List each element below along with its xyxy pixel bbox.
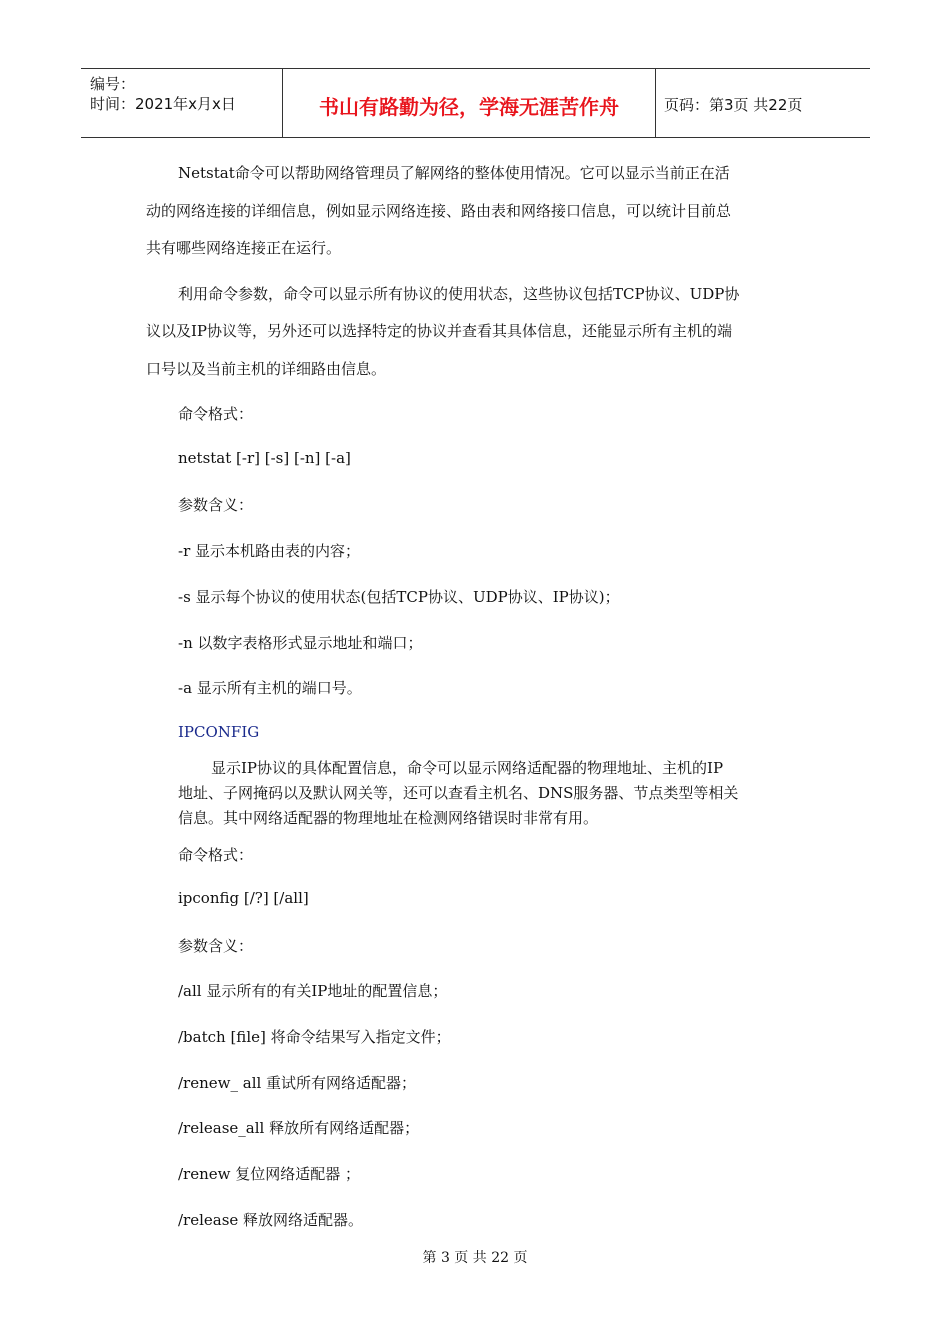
param-item: -s 显示每个协议的使用状态(包括TCP协议、UDP协议、IP协议)；: [178, 588, 620, 606]
number-label: 编号：: [90, 75, 136, 93]
motto: 书山有路勤为径，学海无涯苦作舟: [319, 95, 619, 119]
param-item: -r 显示本机路由表的内容；: [178, 542, 361, 560]
section-heading: IPCONFIG: [178, 723, 260, 741]
param-item: -a 显示所有主机的端口号。: [178, 679, 362, 697]
page-header: [81, 68, 870, 138]
date-label: 时间：2021年x月x日: [90, 95, 236, 113]
param-item: /release 释放网络适配器。: [178, 1211, 364, 1229]
paragraph-line: 显示IP协议的具体配置信息，命令可以显示网络适配器的物理地址、主机的IP: [211, 759, 724, 777]
paragraph-line: 议以及IP协议等，另外还可以选择特定的协议并查看其具体信息，还能显示所有主机的端: [146, 322, 733, 340]
header-page-cell: [655, 69, 870, 137]
paragraph-line: 地址、子网掩码以及默认网关等，还可以查看主机名、DNS服务器、节点类型等相关: [178, 784, 739, 802]
paragraph-line: 动的网络连接的详细信息，例如显示网络连接、路由表和网络接口信息，可以统计目前总: [146, 202, 732, 220]
param-item: /renew 复位网络适配器 ；: [178, 1165, 361, 1183]
ipconfig-syntax: ipconfig [/?] [/all]: [178, 889, 309, 907]
param-meaning-label: 参数含义：: [178, 937, 254, 955]
param-meaning-label: 参数含义：: [178, 496, 254, 514]
netstat-syntax: netstat [-r] [-s] [-n] [-a]: [178, 449, 351, 467]
param-item: /all 显示所有的有关IP地址的配置信息；: [178, 982, 448, 1000]
page-label: 页码：第3页 共22页: [664, 96, 803, 114]
param-item: -n 以数字表格形式显示地址和端口；: [178, 634, 423, 652]
paragraph-line: 口号以及当前主机的详细路由信息。: [146, 360, 387, 378]
param-item: /batch [file] 将命令结果写入指定文件；: [178, 1028, 451, 1046]
paragraph-line: 利用命令参数，命令可以显示所有协议的使用状态，这些协议包括TCP协议、UDP协: [178, 285, 740, 303]
param-item: /renew_ all 重试所有网络适配器；: [178, 1074, 417, 1092]
command-format-label: 命令格式：: [178, 405, 254, 423]
command-format-label: 命令格式：: [178, 846, 254, 864]
paragraph-line: 共有哪些网络连接正在运行。: [146, 239, 342, 257]
header-motto-cell: [282, 69, 656, 137]
paragraph-line: Netstat命令可以帮助网络管理员了解网络的整体使用情况。它可以显示当前正在活: [178, 164, 730, 182]
header-meta-cell: [81, 69, 282, 137]
page-footer: 第 3 页 共 22 页: [422, 1250, 528, 1266]
param-item: /release_all 释放所有网络适配器；: [178, 1119, 420, 1137]
paragraph-line: 信息。其中网络适配器的物理地址在检测网络错误时非常有用。: [178, 809, 599, 827]
